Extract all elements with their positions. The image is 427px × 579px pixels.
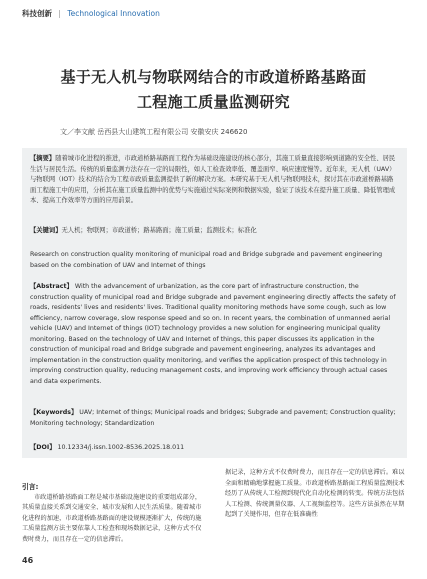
abstract-cn-text: 随着城市化进程的推进，市政道桥路基路面工程作为基础设施建设的核心部分，其施工质量直接影响到道路的安全性、居民生活与居民生活。传统的质量监测方法存在一定的局限性，如人工检查效率低、覆盖面窄、响应速度慢等。近年来，无人机（UAV）与物联网（IOT）技术的结合为工程市政质量监测提供了新的解决方案。本研究基于无人机与物联网技术，探讨其在市政道桥路基路面工程施工中的应用，分析其在施工质量监测中的优势与实施通过实际案例和数据实验，验证了该技术在提升施工质量、降低管理成本、提高工作效率等方面的应用前景。 <box>30 155 396 204</box>
article-title-line-1: 基于无人机与物联网结合的市政道桥路基路面 <box>60 68 367 86</box>
keywords-cn-text: 无人机；物联网；市政道桥；路基路面；施工质量；监测技术；标准化 <box>61 227 257 234</box>
title-en: Research on construction quality monitoring of municipal road and Bridge subgrade and pavement engineering based on the combination of UAV and Internet of things <box>30 251 383 269</box>
header-separator: | <box>58 9 61 18</box>
keywords-en <box>30 408 399 429</box>
page-number: 46 <box>22 556 34 565</box>
article-title-line-2: 工程施工质量监测研究 <box>136 93 290 111</box>
abstract-cn <box>30 154 399 218</box>
intro-paragraph-left: 市政道桥路基路面工程是城市基础设施建设的重要组成部分，其质量直接关系到交通安全、城市发展和人民生活质量。随着城市化进程的加速，市政道桥路基路面的建设规模逐渐扩大，传统的施工质量监测方法主要依靠人工检查和现场数据记录，这种方式不仅费时费力，而且存在一定的信息滞后。 <box>22 493 202 543</box>
abstract-cn-label: 【摘要】 <box>30 155 56 162</box>
keywords-cn <box>30 226 399 237</box>
body-column-left <box>22 482 204 545</box>
keywords-en-text: UAV; Internet of things; Municipal roads and bridges; Subgrade and pavement; Construction quality; Monitoring technology; Standardization <box>30 409 396 427</box>
doi-text: 10.12334/j.issn.1002-8536.2025.18.011 <box>57 444 185 451</box>
abstract-en <box>30 282 399 402</box>
journal-header <box>22 8 160 19</box>
author-affiliation: 文／李文献 岳西县大山建筑工程有限公司 安徽安庆 246620 <box>60 128 248 136</box>
doi-label: 【DOI】 <box>30 444 56 451</box>
category-cn: 科技创新 <box>22 9 52 18</box>
doi-line <box>30 443 399 454</box>
abstract-en-text: With the advancement of urbanization, as the core part of infrastructure construction, the construction quality of municipal road and Bridge subgrade and pavement engineering directly affects the safety of roads, residents' lives and residents' lives. Traditional quality monitoring methods have some cough, such as low efficiency, narrow coverage, slow response speed and so on. In recent years, the combination of unmanned aerial vehicle (UAV) and Internet of things (IOT) technology provides a new solution for engineering municipal quality monitoring. Based on the technology of UAV and Internet of things, this paper discusses its application in the construction of municipal road and Bridge subgrade and pavement engineering, analyzes its advantages and implementation in the construction quality monitoring, and verifies the application prospect of this technology in improving construction quality, reducing management costs, and improving work efficiency through actual cases and data experiments. <box>30 283 396 385</box>
keywords-cn-label: 【关键词】 <box>30 227 62 234</box>
body-column-right: 据记录，这种方式不仅费时费力，而且存在一定的信息滞后。难以全面和精确地掌握施工质量。市政道桥路基路面工程质量监测技术经历了从传统人工检测到现代化自动化检测的转变。传统方法包括人工检测、传统测量仪器、人工视频监控等。这些方法虽然在早期起到了关键作用，但存在低准确性 <box>225 469 405 518</box>
keywords-en-label: 【Keywords】 <box>30 409 78 416</box>
abstract-en-label: 【Abstract】 <box>30 283 73 290</box>
intro-heading: 引言: <box>22 483 39 491</box>
category-en: Technological Innovation <box>67 9 160 18</box>
